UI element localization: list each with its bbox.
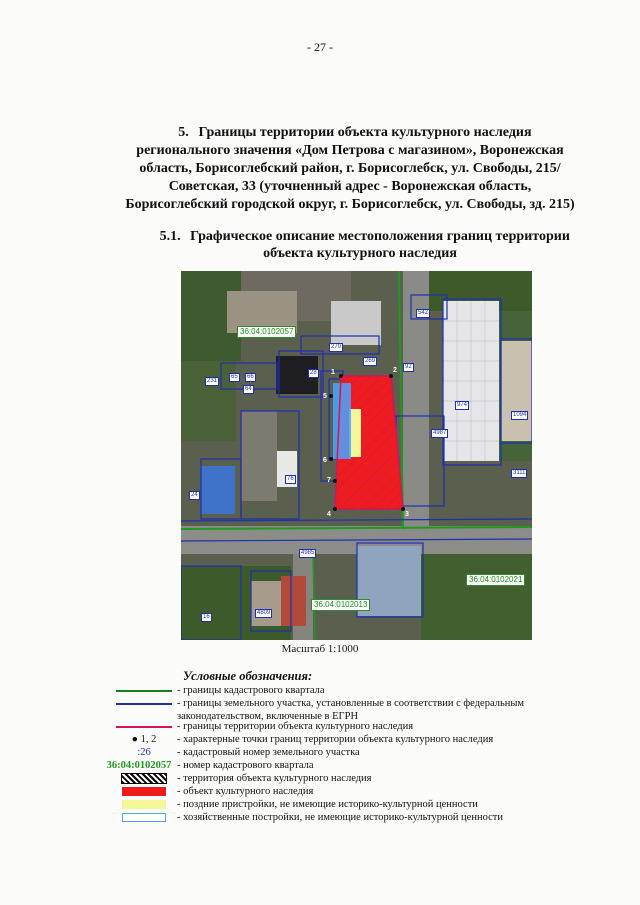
quarter-label: 36:04:0102021 (466, 574, 525, 586)
legend-item (0, 746, 640, 759)
parcel-number-label: 16 (203, 614, 210, 620)
page-number: - 27 - (307, 40, 333, 54)
subheading-line: объекта культурного наследия (263, 246, 457, 261)
parcel-number-label: 270 (331, 344, 342, 350)
legend-item (0, 798, 640, 811)
legend-text: - границы территории объекта культурного наследия (177, 721, 414, 732)
subheading-line: Графическое описание местоположения границ территории (190, 229, 570, 244)
quarter-label: 36:04:0102057 (237, 326, 296, 338)
legend (0, 684, 640, 824)
parcel-number-label: 65 (231, 374, 238, 380)
legend-text: - кадастровый номер земельного участка (177, 747, 360, 758)
heading-line: Советская, 33 (уточненный адрес - Воронежская область, (168, 179, 532, 194)
parcel-number-label: 28 (310, 370, 317, 376)
subsection-heading (120, 228, 600, 262)
characteristic-point-label: 5 (323, 393, 327, 400)
quarter-label: 36:04:0102013 (311, 599, 370, 611)
legend-item (0, 720, 640, 733)
parcel-number-symbol: :26 (137, 747, 151, 758)
parcel-number-label: 1094 (513, 412, 527, 418)
section-number: 5. (178, 125, 189, 140)
characteristic-point-label: 6 (323, 457, 327, 464)
heading-line: Борисоглебский городской округ, г. Борисоглебск, ул. Свободы, зд. 215) (125, 197, 575, 212)
territory-hatch-swatch (121, 773, 167, 784)
characteristic-point-label: 3 (405, 511, 409, 518)
heading-line: Границы территории объекта культурного наследия (198, 125, 532, 140)
quarter-number-symbol: 36:04:0102057 (106, 760, 172, 771)
legend-item (0, 772, 640, 785)
parcel-number-label: 4809 (257, 610, 271, 616)
legend-title: Условные обозначения: (183, 669, 313, 683)
legend-item (0, 684, 640, 697)
characteristic-point-label: 1 (331, 369, 335, 376)
legend-text: - границы земельного участка, установленные в соответствии с федеральным законодательством, включенные в ЕГРН (177, 698, 525, 722)
parcel-number-label: 76 (287, 476, 294, 482)
legend-text: - границы кадастрового квартала (177, 685, 325, 696)
parcel-number-label: 64 (245, 386, 252, 392)
heading-line: регионального значения «Дом Петрова с магазином», Воронежская (136, 143, 564, 158)
subsection-number: 5.1. (159, 229, 181, 244)
household-buildings-swatch (122, 813, 166, 822)
legend-text: - объект культурного наследия (177, 786, 314, 797)
heritage-object-swatch (122, 787, 166, 796)
legend-item (0, 811, 640, 824)
quarter-boundary-swatch (116, 690, 172, 692)
later-additions-swatch (122, 800, 166, 809)
parcel-number-label: 66 (247, 374, 254, 380)
parcel-number-label: 974 (457, 402, 468, 408)
legend-text: - территория объекта культурного наследия (177, 773, 372, 784)
legend-item (0, 697, 640, 720)
parcel-number-label: 3111 (513, 470, 526, 476)
characteristic-point-label: 2 (393, 367, 397, 374)
parcel-number-label: 542 (418, 310, 429, 316)
parcel-boundary-swatch (116, 703, 172, 705)
legend-item (0, 759, 640, 772)
legend-item (0, 733, 640, 746)
section-heading (100, 124, 600, 214)
map-scale: Масштаб 1:1000 (281, 643, 359, 655)
parcel-number-label: 24 (191, 492, 198, 498)
territory-boundary-swatch (116, 726, 172, 728)
parcel-number-label: 269 (365, 358, 376, 364)
legend-text: - характерные точки границ территории объекта культурного наследия (177, 734, 494, 745)
parcel-number-label: 4987 (433, 430, 447, 436)
point-symbol: ● 1, 2 (131, 734, 157, 745)
parcel-number-label: 92 (405, 364, 412, 370)
characteristic-point-label: 4 (327, 511, 331, 518)
legend-text: - поздние пристройки, не имеющие историко-культурной ценности (177, 799, 478, 810)
legend-text: - номер кадастрового квартала (177, 760, 314, 771)
legend-text: - хозяйственные постройки, не имеющие историко-культурной ценности (177, 812, 503, 823)
parcel-number-label: 231 (207, 378, 218, 384)
characteristic-point-label: 7 (327, 477, 331, 484)
parcel-number-label: 4985 (301, 550, 315, 556)
legend-item (0, 785, 640, 798)
heading-line: область, Борисоглебский район, г. Борисоглебск, ул. Свободы, 215/ (139, 161, 561, 176)
cadastral-map (181, 271, 532, 640)
